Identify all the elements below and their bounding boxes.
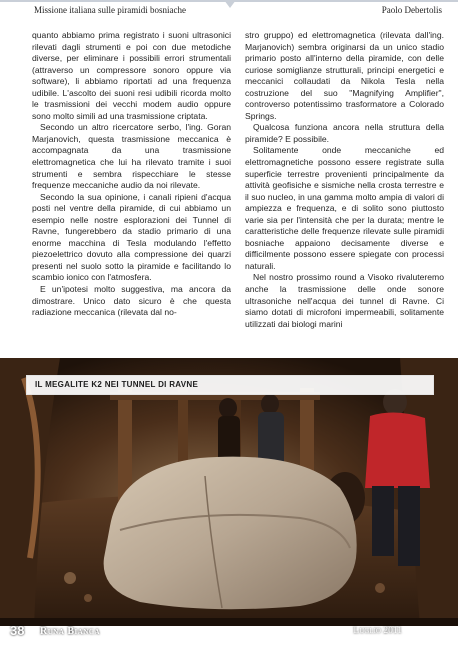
paragraph: stro gruppo) ed elettromagnetica (rilevata dall'ing. Marjanovich) sembra originarsi da un unico stadio primario posto all'interno della piramide, con delle curiose somiglianze strutturali, principi energetici e meccanici collaudati da Nikola Tesla nella costruzione del suo "Magnifying Amplifier", controverso potentissimo trasformatore a Colorado Springs. xyxy=(245,30,444,121)
rock xyxy=(64,572,76,584)
rock xyxy=(375,583,385,593)
paragraph: Secondo la sua opinione, i canali ripieni d'acqua posti nel ventre della piramide, di cui abbiamo un esempio nelle nostre esplorazioni dei Tunnel di Ravne, fungerebbero da stadio primario di una enorme macchina di Tesla modulando l'effetto piezoelettrico dovuto alla compressione dei quarzi presenti nel suolo sotto la piramide e facilitando lo scambio ionico con l'atmosfera. xyxy=(32,191,231,283)
article-title: Missione italiana sulle piramidi bosniache xyxy=(34,5,186,15)
tunnel-photo xyxy=(0,358,458,626)
paragraph: Nel nostro prossimo round a Visoko rivaluteremo anche la trasmissione delle onde sonore ultrasoniche nell'acqua dei tunnel di Ravne. Ci siamo dotati di microfoni impermeabili, solitamente utilizzati dai biologi marini xyxy=(245,272,444,329)
person-head xyxy=(219,398,237,418)
person-legs xyxy=(372,486,394,556)
megalith-stone xyxy=(104,457,357,610)
paragraph: Solitamente onde meccaniche ed elettromagnetiche possono essere registrate sulla superficie terrestre provenienti principalmente da attività geofisiche e sismiche nella crosta terrestre e il suo nucleo, in una gamma molto ampia di valori di ampiezza e frequenza, e di solito sono piuttosto varie sia per l'intensità che per la durata; mentre le caratteristiche delle frequenze rilevate sulle piramidi bosniache appaiono decisamente diverse e difficilmente possono essere spiegate con processi naturali. xyxy=(245,145,444,271)
paragraph: Secondo un altro ricercatore serbo, l'ing. Goran Marjanovich, questa trasmissione meccanica è accompagnata da una trasmissione elettromagnetica che lui ha rilevato tramite i suoi strumenti e sembra rispecchiare le stesse frequenze meccaniche audio da noi rilevate. xyxy=(32,122,231,191)
paragraph: E un'ipotesi molto suggestiva, ma ancora da dimostrare. Unico dato sicuro è che questa radiazione meccanica (rilevata dal no- xyxy=(32,284,231,318)
article-body xyxy=(32,30,444,354)
photo-caption: IL MEGALITE K2 NEI TUNNEL DI RAVNE xyxy=(35,380,199,389)
text-column-right xyxy=(245,30,444,354)
author-name: Paolo Debertolis xyxy=(381,5,442,15)
page-footer xyxy=(0,618,458,646)
running-header xyxy=(0,4,458,18)
paragraph: Qualcosa funziona ancora nella struttura della piramide? E possibile. xyxy=(245,122,444,144)
red-jacket xyxy=(365,412,430,488)
megalith-illustration xyxy=(0,358,458,626)
issue-date: Luglio 2011 xyxy=(353,626,402,636)
person-head xyxy=(261,394,279,414)
rock xyxy=(84,594,92,602)
page-number: 38 xyxy=(10,623,25,638)
text-column-left xyxy=(32,30,231,354)
magazine-name: Runa Bianca xyxy=(40,626,101,637)
photo-caption-bar xyxy=(26,375,434,395)
person-legs xyxy=(398,486,420,566)
paragraph: quanto abbiamo prima registrato i suoni ultrasonici rilevati dagli strumenti e poi con due metodiche diverse, per eliminare i possibili errori strumentali (attraverso un compressore sonoro oppure via software), li abbiamo riportati ad una frequenza udibile. L'ascolto dei suoni resi udibili ricorda molto le trasmissioni dei vecchi modem audio oppure sono molto simili ad una trasmissione criptata. xyxy=(32,30,231,121)
